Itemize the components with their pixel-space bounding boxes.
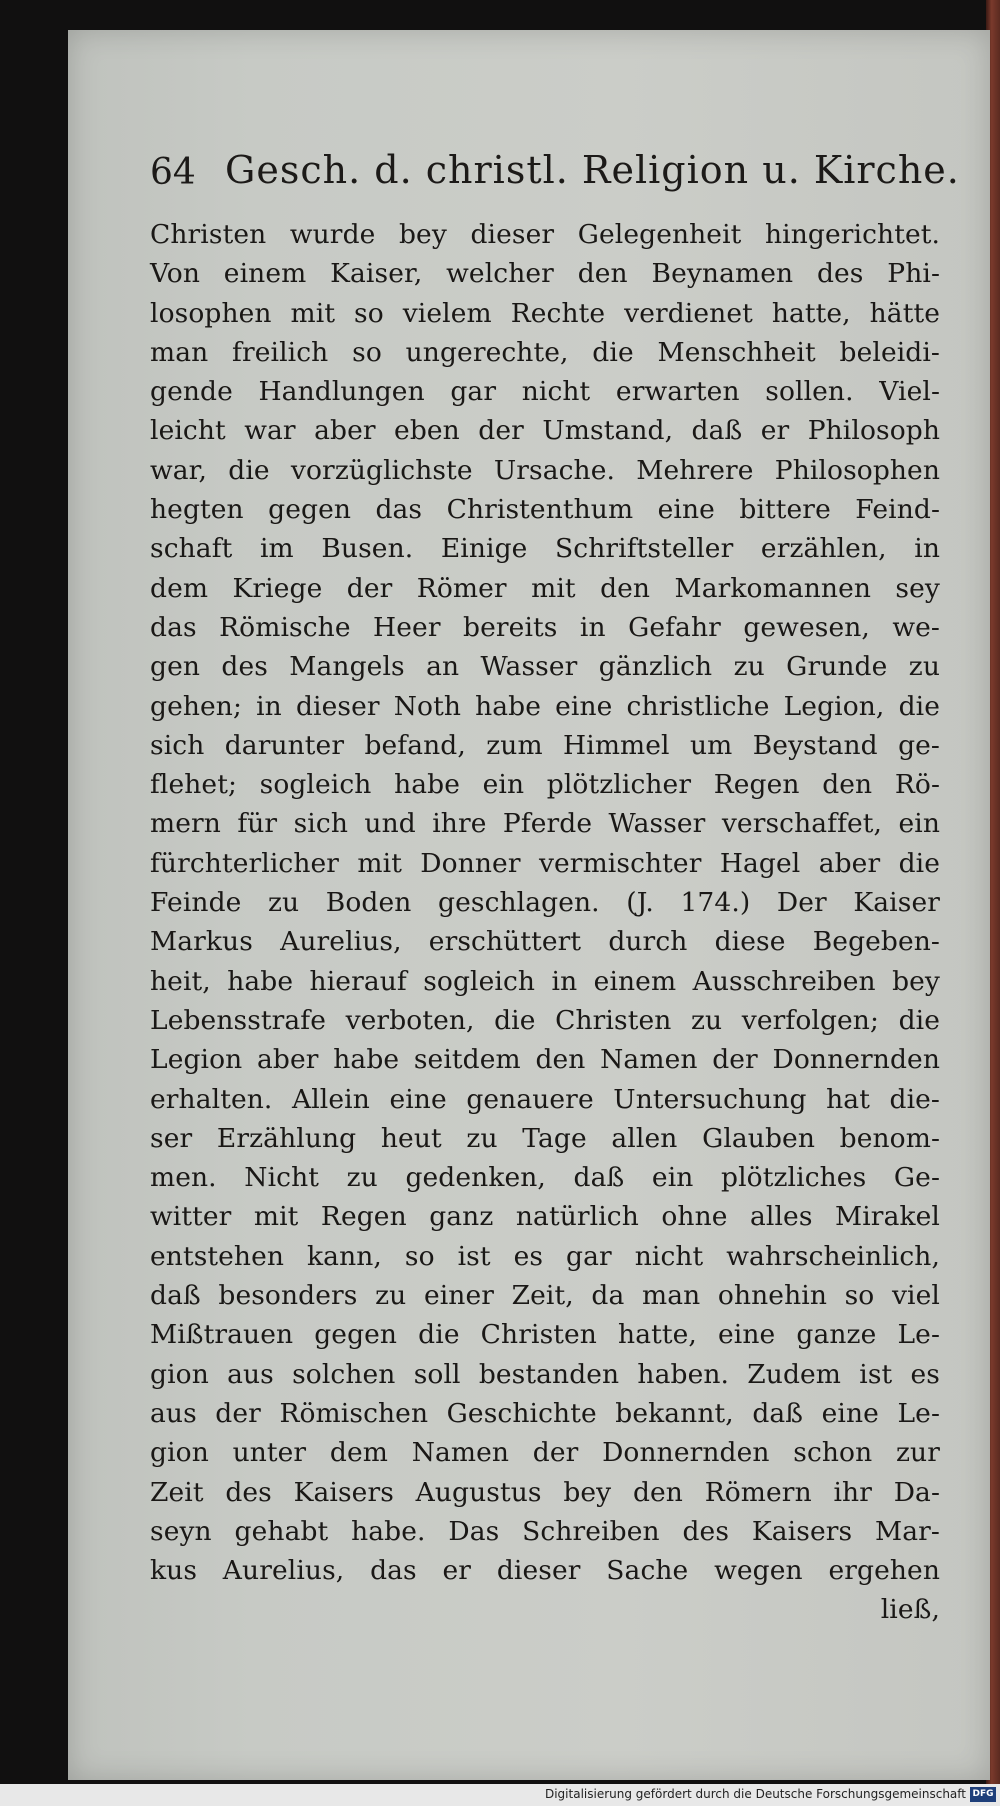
text-line: Von einem Kaiser, welcher den Beynamen des Phi- xyxy=(150,258,940,290)
text-line: Christen wurde bey dieser Gelegenheit hingerichtet. xyxy=(150,219,940,250)
text-line: Mißtrauen gegen die Christen hatte, eine ganze Le- xyxy=(150,1319,940,1351)
digitization-credit: Digitalisierung gefördert durch die Deutsche Forschungsgemeinschaft xyxy=(544,1787,966,1801)
text-line: gion aus solchen soll bestanden haben. Zudem ist es xyxy=(150,1358,940,1390)
text-line: men. Nicht zu gedenken, daß ein plötzliches Ge- xyxy=(150,1162,940,1194)
text-line: mern für sich und ihre Pferde Wasser verschaffet, ein xyxy=(150,808,940,840)
text-line: erhalten. Allein eine genauere Untersuchung hat die- xyxy=(150,1083,940,1115)
text-line: dem Kriege der Römer mit den Markomannen sey xyxy=(150,572,940,604)
text-line: kus Aurelius, das er dieser Sache wegen ergehen xyxy=(150,1555,940,1587)
text-line: fürchterlicher mit Donner vermischter Hagel aber die xyxy=(150,847,940,879)
text-line: sich darunter befand, zum Himmel um Beystand ge- xyxy=(150,729,940,761)
page-number: 64 xyxy=(150,152,196,193)
text-line: Feinde zu Boden geschlagen. (J. 174.) Der Kaiser xyxy=(150,887,940,919)
dfg-logo: DFG xyxy=(970,1787,996,1802)
catchword: ließ, xyxy=(880,1594,940,1626)
text-line: seyn gehabt habe. Das Schreiben des Kaisers Mar- xyxy=(150,1515,940,1547)
text-line: gen des Mangels an Wasser gänzlich zu Grunde zu xyxy=(150,651,940,683)
text-line: daß besonders zu einer Zeit, da man ohnehin so viel xyxy=(150,1280,940,1312)
text-line: das Römische Heer bereits in Gefahr gewesen, we- xyxy=(150,611,940,643)
text-line: gende Handlungen gar nicht erwarten sollen. Viel- xyxy=(150,376,940,408)
running-title: Gesch. d. christl. Religion u. Kirche. xyxy=(225,148,960,192)
text-line: leicht war aber eben der Umstand, daß er Philosoph xyxy=(150,415,940,447)
text-line: entstehen kann, so ist es gar nicht wahrscheinlich, xyxy=(150,1240,940,1272)
text-line: gehen; in dieser Noth habe eine christliche Legion, die xyxy=(150,690,940,722)
text-line: witter mit Regen ganz natürlich ohne alles Mirakel xyxy=(150,1201,940,1233)
text-line: hegten gegen das Christenthum eine bittere Feind- xyxy=(150,494,940,526)
text-line: Zeit des Kaisers Augustus bey den Römern ihr Da- xyxy=(150,1476,940,1508)
text-line: war, die vorzüglichste Ursache. Mehrere Philosophen xyxy=(150,454,940,486)
text-line: flehet; sogleich habe ein plötzlicher Regen den Rö- xyxy=(150,769,940,801)
text-line: Lebensstrafe verboten, die Christen zu verfolgen; die xyxy=(150,1004,940,1036)
body-text xyxy=(150,215,940,1630)
text-line: aus der Römischen Geschichte bekannt, daß eine Le- xyxy=(150,1397,940,1429)
footer-bar xyxy=(0,1784,1000,1806)
text-line: schaft im Busen. Einige Schriftsteller erzählen, in xyxy=(150,533,940,565)
page-header xyxy=(150,140,960,210)
text-line: ser Erzählung heut zu Tage allen Glauben benom- xyxy=(150,1122,940,1154)
text-line: losophen mit so vielem Rechte verdienet hatte, hätte xyxy=(150,297,940,329)
text-line: man freilich so ungerechte, die Menschheit beleidi- xyxy=(150,336,940,368)
text-line: Legion aber habe seitdem den Namen der Donnernden xyxy=(150,1044,940,1076)
text-line: heit, habe hierauf sogleich in einem Ausschreiben bey xyxy=(150,965,940,997)
text-line: gion unter dem Namen der Donnernden schon zur xyxy=(150,1437,940,1469)
text-line: Markus Aurelius, erschüttert durch diese Begeben- xyxy=(150,926,940,958)
